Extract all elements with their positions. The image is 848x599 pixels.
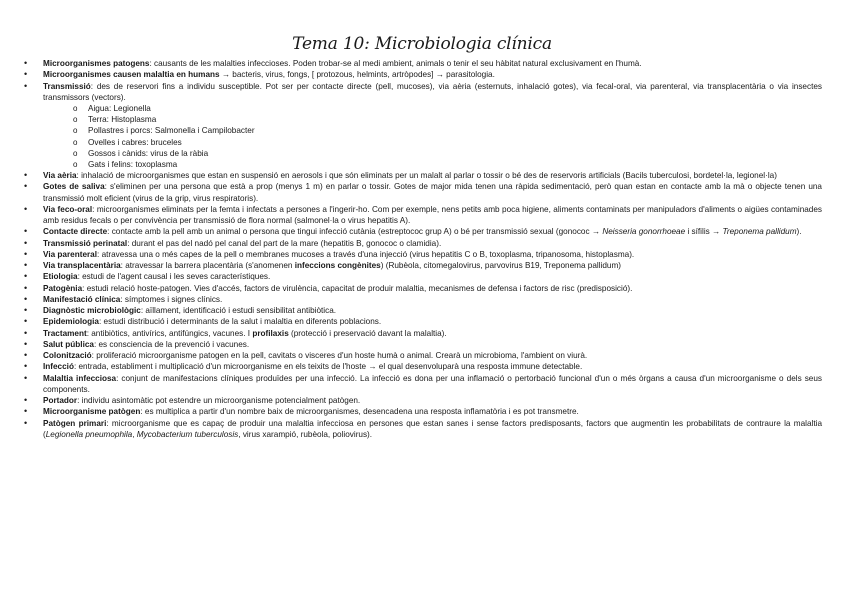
item-term: Manifestació clínica — [43, 294, 121, 304]
reservoir-sublist — [43, 103, 822, 170]
item-text: : individu asintomàtic pot estendre un microorganisme potencialment patògen. — [77, 396, 361, 406]
item-text: : atravessar la barrera placentària (s'anomenen — [120, 261, 295, 271]
item-text: : s'eliminen per una persona que està a prop (menys 1 m) en parlar o tossir. Gotes de major mida tenen una ràpida sedimentació, però quan estan en contacte amb la mà o objecte tenen una transmissió molt eficient (virus de la grip, virus respiratoris). — [43, 182, 822, 203]
item-text: : des de reservori fins a individu susceptible. Pot ser per contacte directe (pell, mucoses), via aèria (esternuts, inhalació gotes), via fecal-oral, via parenteral, via transplacentària o via insectes transmissors (vectors). — [43, 81, 822, 102]
list-item — [22, 226, 822, 237]
item-term: Patogènia — [43, 283, 83, 293]
sublist-item: o Pollastres i porcs: Salmonella i Campilobacter — [73, 125, 822, 136]
item-term: Salut pública — [43, 339, 94, 349]
item-text: : entrada, establiment i multiplicació d'un microorganisme en els teixits de l'hoste → el qual desenvoluparà una resposta immune detectable. — [73, 362, 583, 372]
item-term: Microorganismes patogens — [43, 59, 150, 68]
item-text: , virus xarampió, rubèola, poliovirus). — [238, 429, 373, 439]
list-item — [22, 373, 822, 396]
list-item — [22, 260, 822, 271]
item-text: : causants de les malalties infeccioses. Poden trobar-se al medi ambient, animals o tenir el seu hàbitat natural exclusivament en l'humà. — [149, 59, 642, 68]
page-title: Tema 10: Microbiologia clínica — [292, 34, 552, 54]
list-item — [22, 58, 822, 69]
sublist-item: o Gats i felins: toxoplasma — [73, 159, 822, 170]
item-text: : microorganismes eliminats per la femta i infectats a persones a l'ingerir-ho. Com per exemple, nens petits amb poca higiene, aliments contaminats per manipuladors d'aliments o aigües contaminades amb residus fecals o per convivència per transmissió de flora normal (salmonel·la o virus hepatitis A). — [43, 204, 823, 226]
item-term: Transmissió perinatal — [43, 238, 128, 248]
item-term: Malaltia infecciosa — [43, 373, 117, 383]
item-term: Patògen primari — [43, 418, 107, 428]
list-item — [22, 316, 822, 327]
item-text: ). — [796, 227, 802, 237]
item-text: : aïllament, identificació i estudi sensibilitat antibiòtica. — [140, 306, 337, 316]
item-term: Contacte directe — [43, 227, 108, 237]
item-text: : símptomes i signes clínics. — [120, 294, 223, 304]
item-term: Via aèria — [43, 171, 77, 181]
scientific-name: Treponema pallidum — [722, 227, 797, 237]
item-term: Via feco-oral — [43, 204, 93, 214]
item-term: Portador — [43, 396, 78, 406]
list-item — [22, 204, 822, 227]
sublist-item: o Gossos i cànids: virus de la ràbia — [73, 148, 822, 159]
highlight-term: infeccions congènites — [294, 261, 381, 271]
list-item — [22, 339, 822, 350]
item-text: : microorganisme que es capaç de produir una malaltia infecciosa en persones que estan sanes i sense factors predisposants, factors que augmentin les probabilitats de contraure la malaltia ( — [43, 418, 822, 439]
list-item — [22, 181, 822, 204]
list-item — [22, 294, 822, 305]
sublist-item: o Ovelles i cabres: bruceles — [73, 137, 822, 148]
item-text: : es multiplica a partir d'un nombre baix de microorganismes, desencadena una resposta inflamatòria i es pot transmetre. — [140, 407, 579, 417]
item-term: Colonització — [43, 351, 92, 361]
item-term: Infecció — [43, 362, 74, 372]
item-text: : estudi relació hoste-patogen. Vies d'accés, factors de virulència, capacitat de produir malaltia, mecanismes de defensa i factors de risc (predisposició). — [82, 283, 633, 293]
item-text: ) (Rubèola, citomegalovirus, parvovirus B19, Treponema pallidum) — [380, 261, 621, 271]
notes-list — [22, 58, 822, 440]
list-item — [22, 69, 822, 80]
item-text: : estudi de l'agent causal i les seves característiques. — [77, 272, 271, 282]
item-term: Microorganisme patògen — [43, 407, 141, 417]
scientific-name: Legionella pneumophila — [45, 429, 133, 439]
item-text: : contacte amb la pell amb un animal o persona que tingui infecció cutània (estreptococ grup A) o bé per transmissió sexual (gonococ → — [107, 227, 603, 237]
list-item — [22, 170, 822, 181]
item-text: → bacteris, virus, fongs, [ protozous, helmints, artròpodes] → parasitologia. — [219, 70, 495, 80]
item-term: Microorganismes causen malaltia en humans — [43, 70, 220, 80]
item-text: : durant el pas del nadó pel canal del part de la mare (hepatitis B, gonococ o clamidia). — [127, 238, 442, 248]
list-item — [22, 328, 822, 339]
list-item — [22, 305, 822, 316]
list-item — [22, 418, 822, 441]
list-item — [22, 249, 822, 260]
list-item — [22, 361, 822, 372]
list-item — [22, 81, 822, 171]
item-text: (protecció i preservació davant la malaltia). — [288, 328, 447, 338]
item-term: Epidemiologia — [43, 317, 99, 327]
list-item — [22, 350, 822, 361]
sublist-item: o Terra: Histoplasma — [73, 114, 822, 125]
item-text: , — [132, 429, 137, 439]
item-text: : proliferació microorganisme patogen en la pell, cavitats o visceres d'un hoste humà o animal. Crearà un microbioma, l'ambient on viurà. — [91, 351, 588, 361]
item-term: Via transplacentària — [43, 261, 121, 271]
item-text: : estudi distribució i determinants de la salut i malaltia en diferents poblacions. — [98, 317, 382, 327]
item-term: Tractament — [43, 328, 87, 338]
list-item — [22, 271, 822, 282]
item-term: Via parenteral — [43, 249, 98, 259]
item-term: Transmissió — [43, 81, 91, 91]
item-text: : es consciencia de la prevenció i vacunes. — [93, 339, 250, 349]
scientific-name: Neisseria gonorrhoeae — [602, 227, 686, 237]
sublist-item: o Aigua: Legionella — [73, 103, 822, 114]
item-text: : inhalació de microorganismes que estan en suspensió en aerosols i que són eliminats per un malalt al parlar o tossir o bé des de reservoris artificials (Bacils tuberculosi, bordetel·la, legionel·la) — [76, 171, 777, 181]
list-item — [22, 238, 822, 249]
list-item — [22, 395, 822, 406]
item-term: Etiologia — [43, 272, 78, 282]
scientific-name: Mycobacterium tuberculosis — [136, 429, 239, 439]
item-text: : conjunt de manifestacions clíniques produïdes per una infecció. La infecció es dona per una inflamació o pertorbació funcional d'un o més òrgans a causa d'un microorganisme o dels seus components. — [43, 373, 822, 394]
item-text: i sífilis → — [685, 227, 723, 237]
list-item — [22, 406, 822, 417]
item-term: Gotes de saliva — [43, 182, 105, 192]
item-term: Diagnòstic microbiològic — [43, 306, 141, 316]
highlight-term: profilaxis — [252, 328, 289, 338]
item-text: : atravessa una o més capes de la pell o membranes mucoses a través d'una injecció (virus hepatitis C o B, toxoplasma, tripanosoma, histoplasma). — [97, 249, 635, 259]
list-item — [22, 283, 822, 294]
item-text: : antibiòtics, antivírics, antifúngics, vacunes. I — [86, 328, 253, 338]
